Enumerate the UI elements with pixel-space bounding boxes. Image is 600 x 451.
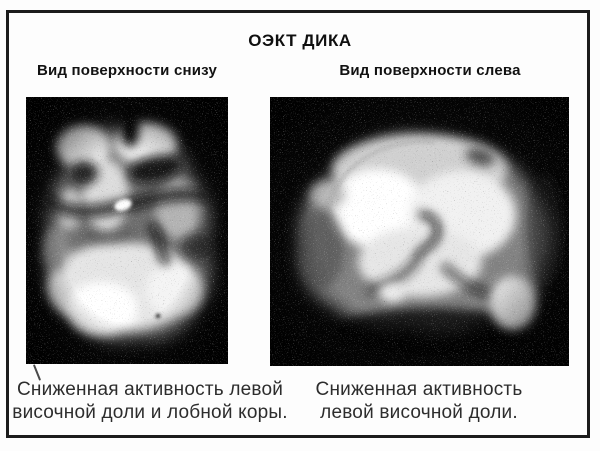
caption-lateral-view [293,378,545,424]
caption-line: левой височной доли. [320,402,518,423]
spect-scan-inferior-view [26,97,228,364]
caption-inferior-view [4,378,296,424]
brain-lateral-image [270,97,569,366]
brain-inferior-image [26,97,228,364]
caption-line: височной доли и лобной коры. [12,402,288,423]
subtitle-lateral-view: Вид поверхности слева [339,62,521,79]
spect-scan-left-lateral-view [270,97,569,366]
subtitle-inferior-view: Вид поверхности снизу [37,62,217,79]
caption-line: Сниженная активность левой [16,379,284,400]
figure-title: ОЭКТ ДИКА [248,31,352,50]
caption-line: Сниженная активность [315,379,523,400]
